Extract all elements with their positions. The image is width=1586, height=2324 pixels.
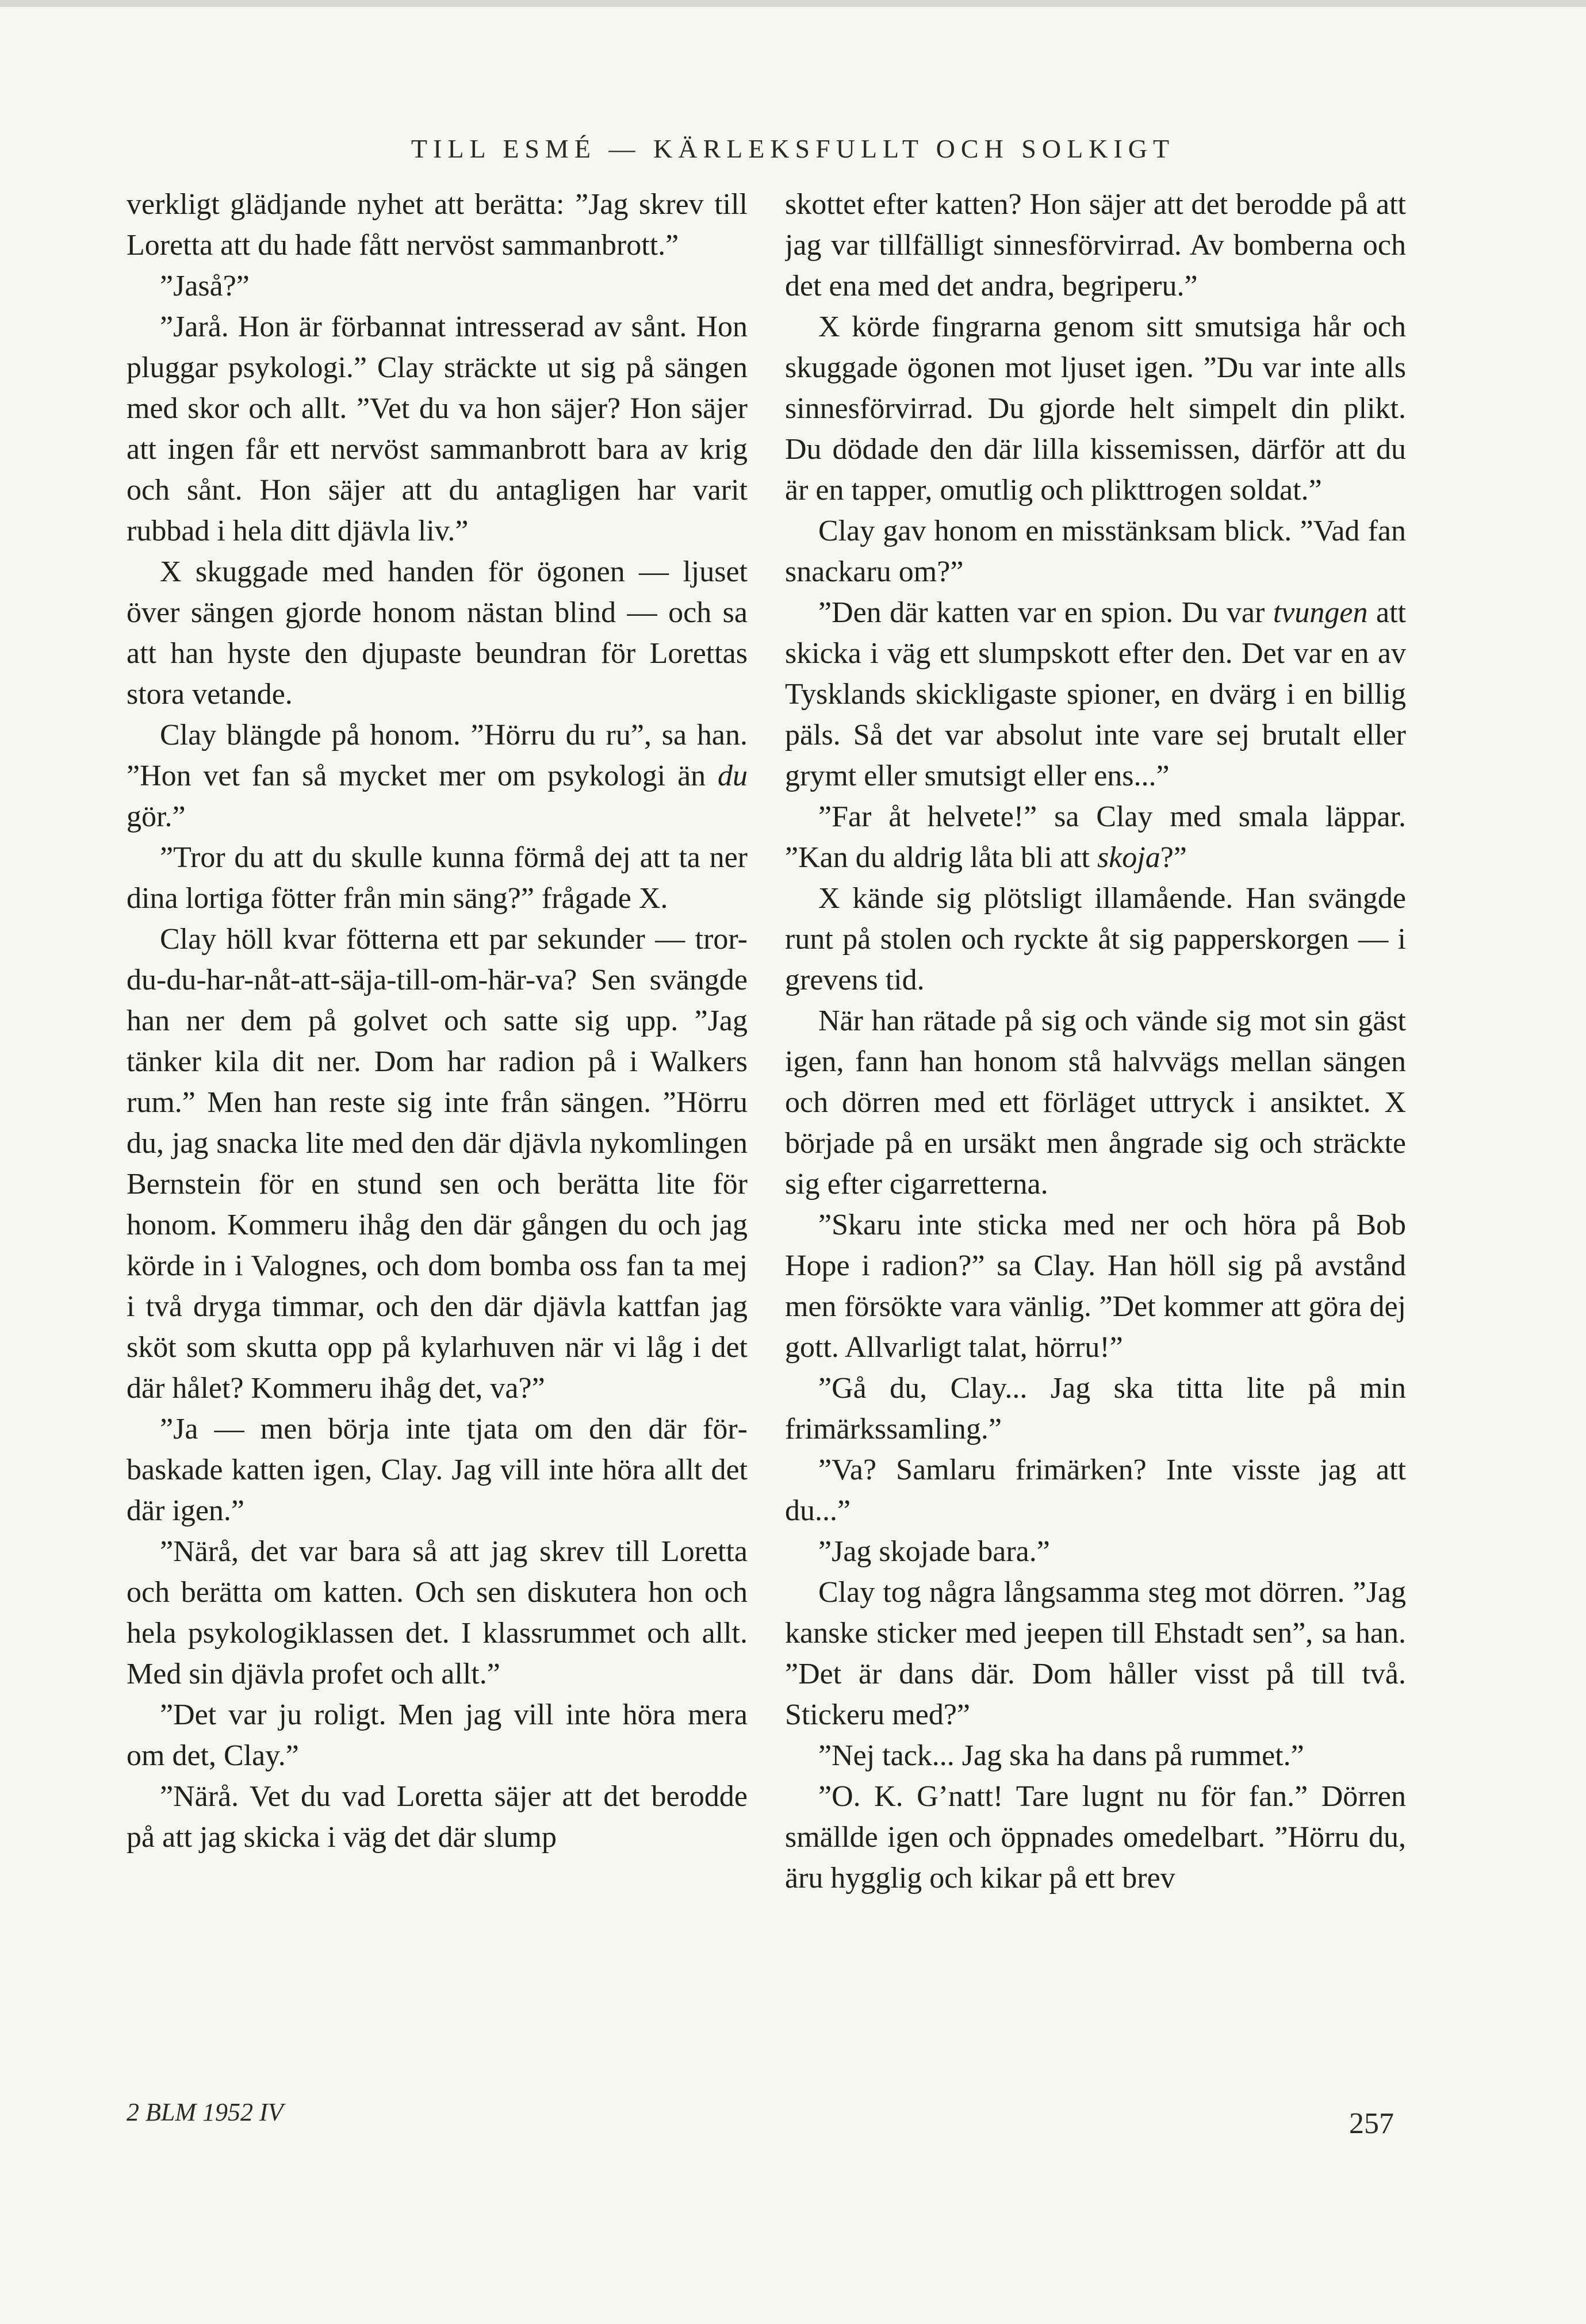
page-number: 257 [1349,2107,1394,2140]
paragraph: Clay blängde på honom. ”Hörru du ru”, sa han. ”Hon vet fan så mycket mer om psykologi än du gör.” [127,719,748,833]
left-column [127,184,748,2162]
paragraph: När han rätade på sig och vände sig mot sin gäst igen, fann han honom stå halvvägs mellan sängen och dörren med ett förläget uttryck i ansiktet. X började på en ursäkt men ångrade sig och sträckte sig efter cigarretterna. [785,1004,1406,1201]
paragraph: skottet efter katten? Hon säjer att det berodde på att jag var tillfälligt sinnesförvirrad. Av bomberna och det ena med det andra, begriperu.” [785,188,1406,302]
paragraph: ”Närå. Vet du vad Loretta säjer att det berodde på att jag skicka i väg det där slump [127,1780,748,1854]
paragraph: ”O. K. G’natt! Tare lugnt nu för fan.” Dörren smällde igen och öppnades omedelbart. ”Hörru du, äru hygglig och kikar på ett brev [785,1780,1406,1895]
right-column [785,184,1406,2162]
paragraph: Clay tog några långsamma steg mot dörren. ”Jag kanske sticker med jeepen till Ehstadt sen”, sa han. ”Det är dans där. Dom håller visst på till två. Stickeru med?” [785,1576,1406,1731]
page-edge [0,0,1586,7]
paragraph: ”Tror du att du skulle kunna förmå dej att ta ner dina lortiga fötter från min säng?” frågade X. [127,841,748,915]
paragraph: ”Jaså?” [160,270,250,302]
paragraph: ”Jarå. Hon är förbannat intresserad av sånt. Hon pluggar psykologi.” Clay sträckte ut sig på sängen med skor och allt. ”Vet du va hon säjer? Hon säjer att ingen får ett nervöst sammanbrott bara av krig och sånt. Hon säjer att du antagligen har varit rubbad i hela ditt djävla liv.” [127,310,748,547]
paragraph: X skuggade med handen för ögonen — ljuset över sängen gjorde honom nästan blind — och sa att han hyste den djupaste beundran för Lorettas stora vetande. [127,555,748,711]
paragraph: X körde fingrarna genom sitt smutsiga hår och skuggade ögonen mot ljuset igen. ”Du var inte alls sinnesförvirrad. Du gjorde helt simpelt din plikt. Du dödade den där lilla kissemissen, därför att du är en tapper, omutlig och plikttrogen soldat.” [785,310,1406,507]
paragraph: verkligt glädjande nyhet att berätta: ”Jag skrev till Loretta att du hade fått nervöst sammanbrott.” [127,188,748,262]
emphasis: du [718,760,748,792]
paragraph: X kände sig plötsligt illamående. Han svängde runt på stolen och ryckte åt sig papperskorgen — i grevens tid. [785,882,1406,996]
emphasis: skoja [1097,841,1160,874]
paragraph: ”Jag skojade bara.” [818,1535,1050,1568]
paragraph: ”Gå du, Clay... Jag ska titta lite på min frimärkssamling.” [785,1372,1406,1445]
paragraph: ”Den där katten var en spion. Du var tvungen att skicka i väg ett slumpskott efter den. Det var en av Tysklands skickligaste spioner, en dvärg i en billig päls. Så det var absolut inte vare sej brutalt eller grymt eller smutsigt eller ens...” [785,596,1406,792]
running-head: TILL ESMÉ — KÄRLEKSFULLT OCH SOLKIGT [411,134,1175,163]
paragraph: Clay höll kvar fötterna ett par sekunder — tror-du-du-har-nåt-att-säja-till-om-här-va? Sen svängde han ner dem på golvet och satte sig upp. ”Jag tänker kila dit ner. Dom har radion på i Walkers rum.” Men han reste sig inte från sängen. ”Hörru du, jag snacka lite med den där djävla nykomlingen Bernstein för en stund sen och berätta lite för honom. Kommeru ihåg den där gången du och jag körde in i Valognes, och dom bomba oss fan ta mej i två dryga timmar, och den där djävla kattfan jag sköt som skutta opp på kylarhuven när vi låg i det där hålet? Kommeru ihåg det, va?” [127,923,748,1405]
paragraph: ”Nej tack... Jag ska ha dans på rummet.” [818,1739,1304,1772]
printer-signature: 2 BLM 1952 IV [127,2098,284,2126]
paragraph: ”Va? Samlaru frimärken? Inte visste jag att du...” [785,1454,1406,1527]
paragraph: ”Ja — men börja inte tjata om den där förbaskade katten igen, Clay. Jag vill inte höra allt det där igen.” [127,1413,748,1527]
paragraph: ”Närå, det var bara så att jag skrev till Loretta och berätta om katten. Och sen diskutera hon och hela psykologiklassen det. I klassrummet och allt. Med sin djävla profet och allt.” [127,1535,748,1690]
paragraph: ”Skaru inte sticka med ner och höra på Bob Hope i radion?” sa Clay. Han höll sig på avstånd men försökte vara vänlig. ”Det kommer att göra dej gott. Allvarligt talat, hörru!” [785,1209,1406,1364]
paragraph: ”Far åt helvete!” sa Clay med smala läppar. ”Kan du aldrig låta bli att skoja?” [785,800,1406,874]
paragraph: Clay gav honom en misstänksam blick. ”Vad fan snackaru om?” [785,515,1406,588]
paragraph: ”Det var ju roligt. Men jag vill inte höra mera om det, Clay.” [127,1698,748,1772]
emphasis: tvungen [1273,596,1368,629]
